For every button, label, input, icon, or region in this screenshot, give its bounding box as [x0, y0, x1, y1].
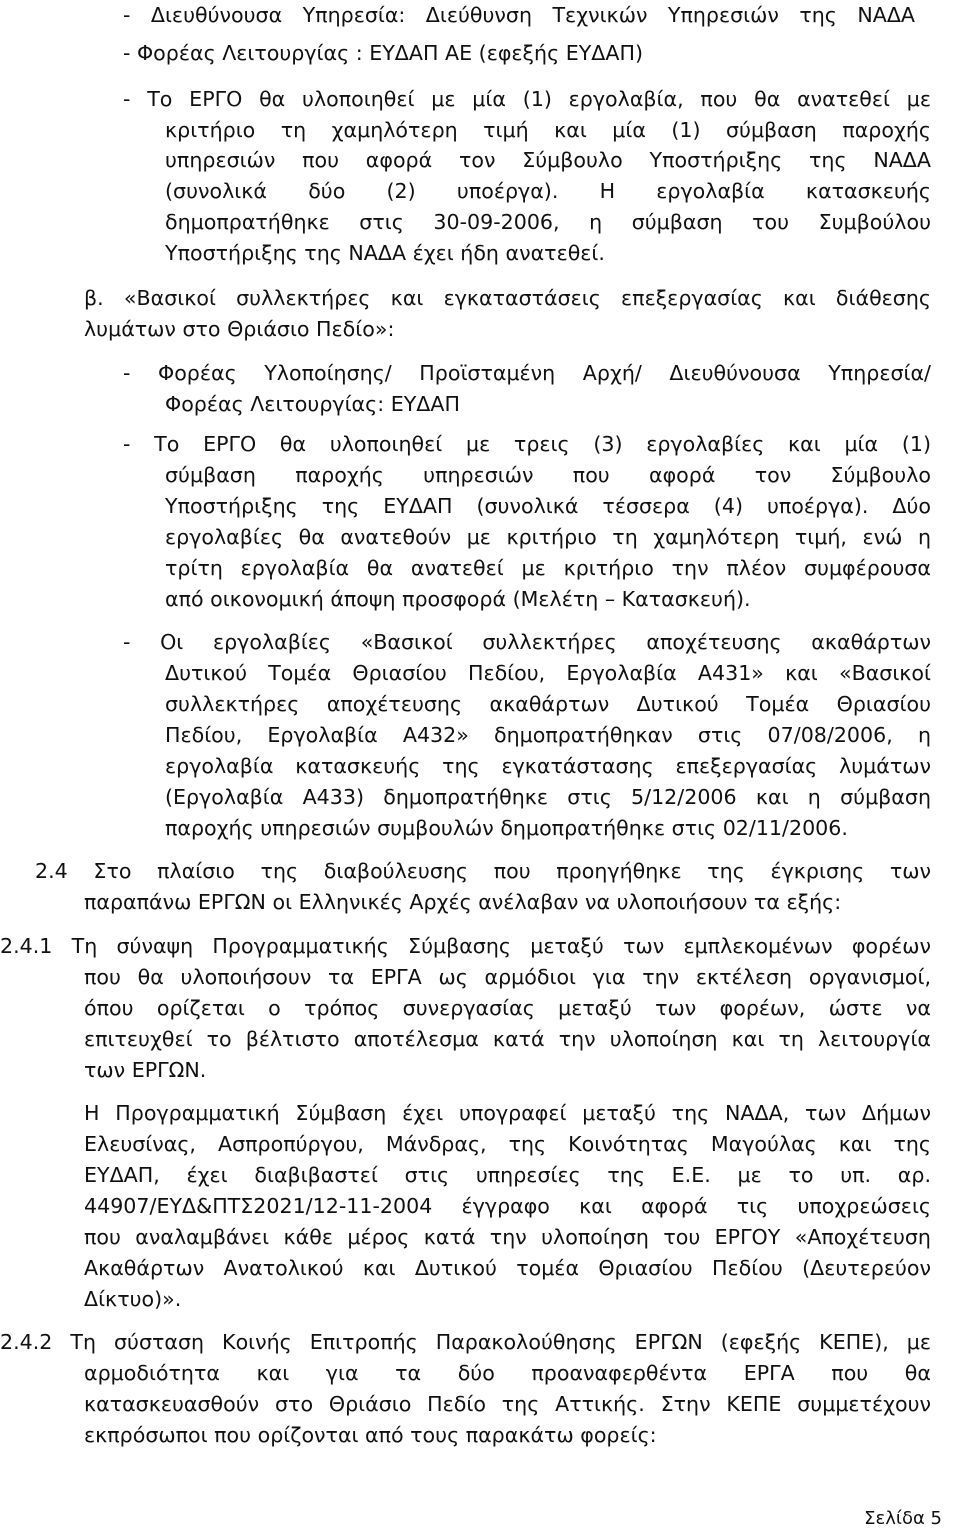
text-line: σύμβαση παροχής υπηρεσιών που αφορά τον Σύμβουλο — [165, 463, 931, 487]
text-line: - Φορέας Υλοποίησης/ Προϊσταμένη Αρχή/ Διευθύνουσα Υπηρεσία/ — [123, 361, 931, 385]
text-line: εργολαβία κατασκευής της εγκατάστασης επεξεργασίας λυμάτων — [165, 754, 931, 778]
text-line: δημοπρατήθηκε στις 30-09-2006, η σύμβαση του Συμβούλου — [165, 210, 931, 234]
text-line: λυμάτων στο Θριάσιο Πεδίο»: — [84, 317, 395, 341]
text-line: εκπρόσωποι που ορίζονται από τους παρακάτω φορείς: — [84, 1423, 657, 1447]
text-line: Ακαθάρτων Ανατολικού και Δυτικού τομέα Θριασίου Πεδίου (Δευτερεύον — [84, 1256, 931, 1280]
text-line: 44907/ΕΥΔ&ΠΤΣ2021/12-11-2004 έγγραφο και αφορά τις υποχρεώσεις — [84, 1194, 931, 1218]
text-line: παροχής υπηρεσιών συμβουλών δημοπρατήθηκε στις 02/11/2006. — [165, 816, 848, 840]
text-line: - Οι εργολαβίες «Βασικοί συλλεκτήρες αποχέτευσης ακαθάρτων — [123, 630, 931, 654]
text-line: (συνολικά δύο (2) υποέργα). Η εργολαβία κατασκευής — [165, 179, 931, 203]
text-line: 2.4.2 Τη σύσταση Κοινής Επιτροπής Παρακολούθησης ΕΡΓΩΝ (εφεξής ΚΕΠΕ), με — [0, 1330, 931, 1354]
text-line: συλλεκτήρες αποχέτευσης ακαθάρτων Δυτικού Τομέα Θριασίου — [165, 692, 931, 716]
text-line: επιτευχθεί το βέλτιστο αποτέλεσμα κατά την υλοποίηση και τη λειτουργία — [84, 1027, 931, 1051]
text-line: β. «Βασικοί συλλεκτήρες και εγκαταστάσεις επεξεργασίας και διάθεσης — [84, 286, 931, 310]
text-line: - Το ΕΡΓΟ θα υλοποιηθεί με τρεις (3) εργολαβίες και μία (1) — [123, 432, 931, 456]
text-line: όπου ορίζεται ο τρόπος συνεργασίας μεταξύ των φορέων, ώστε να — [84, 996, 931, 1020]
text-line: τρίτη εργολαβία θα ανατεθεί με κριτήριο την πλέον συμφέρουσα — [165, 556, 931, 580]
text-line: που αναλαμβάνει κάθε μέρος κατά την υλοποίηση του ΕΡΓΟΥ «Αποχέτευση — [84, 1225, 931, 1249]
text-line: Ελευσίνας, Ασπροπύργου, Μάνδρας, της Κοινότητας Μαγούλας και της — [84, 1132, 931, 1156]
text-line: Φορέας Λειτουργίας: ΕΥΔΑΠ — [165, 392, 460, 416]
text-line: (Εργολαβία Α433) δημοπρατήθηκε στις 5/12/2006 και η σύμβαση — [165, 785, 931, 809]
text-line: Δίκτυο)». — [84, 1287, 182, 1311]
text-line: εργολαβίες θα ανατεθούν με κριτήριο τη χαμηλότερη τιμή, ενώ η — [165, 525, 931, 549]
text-line: - Διευθύνουσα Υπηρεσία: Διεύθυνση Τεχνικών Υπηρεσιών της ΝΑΔΑ — [123, 3, 915, 27]
text-line: ΕΥΔΑΠ, έχει διαβιβαστεί στις υπηρεσίες της Ε.Ε. με το υπ. αρ. — [84, 1163, 931, 1187]
text-line: που θα υλοποιήσουν τα ΕΡΓΑ ως αρμόδιοι για την εκτέλεση οργανισμοί, — [84, 965, 931, 989]
text-line: κριτήριο τη χαμηλότερη τιμή και μία (1) σύμβαση παροχής — [165, 118, 931, 142]
text-line: - Το ΕΡΓΟ θα υλοποιηθεί με μία (1) εργολαβία, που θα ανατεθεί με — [123, 87, 931, 111]
text-line: παραπάνω ΕΡΓΩΝ οι Ελληνικές Αρχές ανέλαβαν να υλοποιήσουν τα εξής: — [84, 890, 842, 914]
text-line: 2.4.1 Τη σύναψη Προγραμματικής Σύμβασης μεταξύ των εμπλεκομένων φορέων — [0, 934, 931, 958]
page-number: Σελίδα 5 — [864, 1508, 942, 1529]
text-line: Πεδίου, Εργολαβία Α432» δημοπρατήθηκαν στις 07/08/2006, η — [165, 723, 931, 747]
text-line: από οικονομική άποψη προσφορά (Μελέτη – Κατασκευή). — [165, 587, 751, 611]
text-line: Υποστήριξης της ΝΑΔΑ έχει ήδη ανατεθεί. — [165, 241, 605, 265]
text-line: κατασκευασθούν στο Θριάσιο Πεδίο της Αττικής. Στην ΚΕΠΕ συμμετέχουν — [84, 1392, 931, 1416]
text-line: Υποστήριξης της ΕΥΔΑΠ (συνολικά τέσσερα (4) υποέργα). Δύο — [165, 494, 931, 518]
text-line: Δυτικού Τομέα Θριασίου Πεδίου, Εργολαβία Α431» και «Βασικοί — [165, 661, 931, 685]
text-line: των ΕΡΓΩΝ. — [84, 1058, 207, 1082]
text-line: 2.4 Στο πλαίσιο της διαβούλευσης που προηγήθηκε της έγκρισης των — [35, 859, 931, 883]
text-line: υπηρεσιών που αφορά τον Σύμβουλο Υποστήριξης της ΝΑΔΑ — [165, 148, 931, 172]
text-line: αρμοδιότητα και για τα δύο προαναφερθέντα ΕΡΓΑ που θα — [84, 1361, 931, 1385]
text-line: - Φορέας Λειτουργίας : ΕΥΔΑΠ ΑΕ (εφεξής ΕΥΔΑΠ) — [123, 41, 644, 65]
text-line: Η Προγραμματική Σύμβαση έχει υπογραφεί μεταξύ της ΝΑΔΑ, των Δήμων — [84, 1101, 931, 1125]
